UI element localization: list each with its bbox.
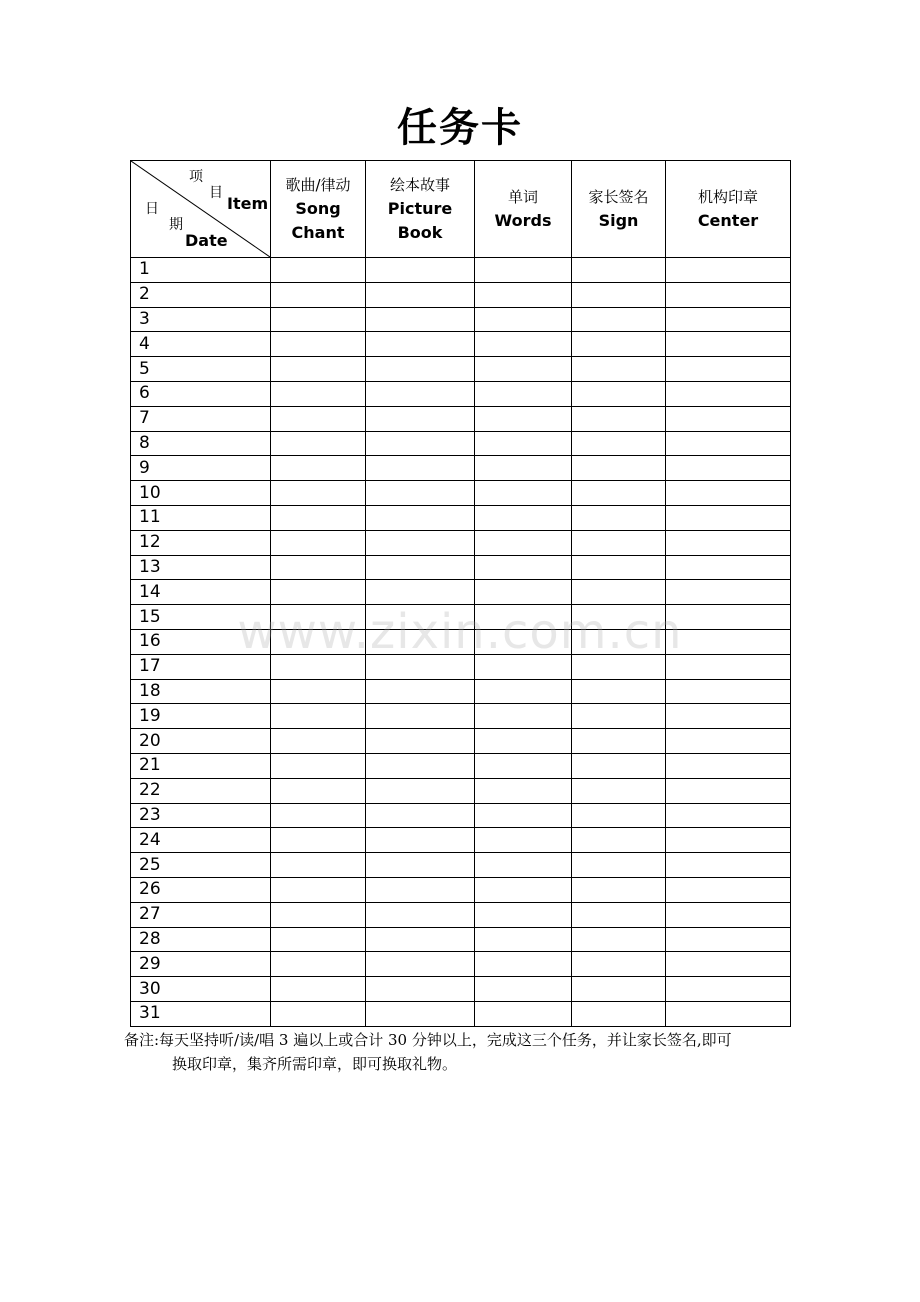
entry-cell[interactable] xyxy=(572,927,666,952)
entry-cell[interactable] xyxy=(366,877,475,902)
column-header-en: Sign xyxy=(598,211,639,230)
entry-cell[interactable] xyxy=(475,927,572,952)
day-number-cell: 17 xyxy=(131,654,271,679)
table-row xyxy=(131,778,791,803)
entry-cell[interactable] xyxy=(366,704,475,729)
entry-cell[interactable] xyxy=(475,282,572,307)
entry-cell[interactable] xyxy=(475,828,572,853)
date-cn-label-2: 期 xyxy=(169,217,183,233)
day-number-cell: 16 xyxy=(131,629,271,654)
entry-cell[interactable] xyxy=(475,431,572,456)
item-cn-label-2: 目 xyxy=(209,185,223,201)
entry-cell[interactable] xyxy=(572,753,666,778)
entry-cell[interactable] xyxy=(666,753,791,778)
table-row xyxy=(131,530,791,555)
day-number-cell: 7 xyxy=(131,406,271,431)
day-number-cell: 1 xyxy=(131,258,271,283)
day-number-cell: 20 xyxy=(131,729,271,754)
entry-cell[interactable] xyxy=(271,927,366,952)
entry-cell[interactable] xyxy=(366,803,475,828)
entry-cell[interactable] xyxy=(572,530,666,555)
table-row xyxy=(131,828,791,853)
entry-cell[interactable] xyxy=(572,654,666,679)
entry-cell[interactable] xyxy=(366,952,475,977)
entry-cell[interactable] xyxy=(475,605,572,630)
date-cn-label: 日 xyxy=(145,201,159,217)
entry-cell[interactable] xyxy=(666,456,791,481)
task-card-table xyxy=(130,160,791,1027)
table-row xyxy=(131,679,791,704)
entry-cell[interactable] xyxy=(666,332,791,357)
entry-cell[interactable] xyxy=(666,1001,791,1026)
entry-cell[interactable] xyxy=(271,679,366,704)
table-row xyxy=(131,927,791,952)
entry-cell[interactable] xyxy=(366,381,475,406)
table-row xyxy=(131,555,791,580)
column-header-en: Song xyxy=(295,199,341,218)
day-number-cell: 24 xyxy=(131,828,271,853)
entry-cell[interactable] xyxy=(666,654,791,679)
day-number-cell: 23 xyxy=(131,803,271,828)
entry-cell[interactable] xyxy=(475,381,572,406)
column-header-cn: 绘本故事 xyxy=(389,176,450,194)
entry-cell[interactable] xyxy=(572,505,666,530)
day-number-cell: 31 xyxy=(131,1001,271,1026)
entry-cell[interactable] xyxy=(666,481,791,506)
table-row xyxy=(131,406,791,431)
entry-cell[interactable] xyxy=(271,307,366,332)
entry-cell[interactable] xyxy=(572,605,666,630)
column-header-en: Book xyxy=(397,223,443,242)
entry-cell[interactable] xyxy=(572,828,666,853)
header-row xyxy=(131,161,791,258)
table-row xyxy=(131,580,791,605)
entry-cell[interactable] xyxy=(572,307,666,332)
column-header-picture-book xyxy=(366,161,475,258)
entry-cell[interactable] xyxy=(666,828,791,853)
entry-cell[interactable] xyxy=(572,902,666,927)
entry-cell[interactable] xyxy=(666,902,791,927)
table-row xyxy=(131,332,791,357)
entry-cell[interactable] xyxy=(366,555,475,580)
entry-cell[interactable] xyxy=(271,629,366,654)
entry-cell[interactable] xyxy=(271,952,366,977)
column-header-song xyxy=(271,161,366,258)
table-row xyxy=(131,357,791,382)
table-row xyxy=(131,977,791,1002)
entry-cell[interactable] xyxy=(475,406,572,431)
notes xyxy=(124,1028,824,1076)
entry-cell[interactable] xyxy=(572,481,666,506)
day-number-cell: 18 xyxy=(131,679,271,704)
entry-cell[interactable] xyxy=(572,431,666,456)
day-number-cell: 6 xyxy=(131,381,271,406)
date-en-label: Date xyxy=(185,231,228,250)
table-row xyxy=(131,729,791,754)
day-number-cell: 28 xyxy=(131,927,271,952)
entry-cell[interactable] xyxy=(366,629,475,654)
day-number-cell: 9 xyxy=(131,456,271,481)
entry-cell[interactable] xyxy=(572,555,666,580)
entry-cell[interactable] xyxy=(572,1001,666,1026)
watermark: www.zixin.com.cn xyxy=(237,604,683,660)
entry-cell[interactable] xyxy=(666,927,791,952)
column-header-cn: 歌曲/律动 xyxy=(285,176,351,194)
entry-cell[interactable] xyxy=(666,629,791,654)
table-row xyxy=(131,505,791,530)
item-en-label: Item xyxy=(227,194,269,213)
day-number-cell: 2 xyxy=(131,282,271,307)
entry-cell[interactable] xyxy=(271,580,366,605)
entry-cell[interactable] xyxy=(666,258,791,283)
entry-cell[interactable] xyxy=(366,927,475,952)
table-row xyxy=(131,853,791,878)
entry-cell[interactable] xyxy=(271,282,366,307)
entry-cell[interactable] xyxy=(572,580,666,605)
entry-cell[interactable] xyxy=(666,580,791,605)
entry-cell[interactable] xyxy=(271,729,366,754)
day-number-cell: 25 xyxy=(131,853,271,878)
entry-cell[interactable] xyxy=(366,654,475,679)
entry-cell[interactable] xyxy=(475,877,572,902)
table-row xyxy=(131,381,791,406)
entry-cell[interactable] xyxy=(475,654,572,679)
entry-cell[interactable] xyxy=(475,1001,572,1026)
page-title: 任务卡 xyxy=(397,105,523,151)
entry-cell[interactable] xyxy=(666,555,791,580)
entry-cell[interactable] xyxy=(366,505,475,530)
entry-cell[interactable] xyxy=(666,307,791,332)
entry-cell[interactable] xyxy=(572,456,666,481)
entry-cell[interactable] xyxy=(666,679,791,704)
entry-cell[interactable] xyxy=(572,381,666,406)
entry-cell[interactable] xyxy=(475,977,572,1002)
day-number-cell: 8 xyxy=(131,431,271,456)
table-row xyxy=(131,258,791,283)
entry-cell[interactable] xyxy=(475,332,572,357)
entry-cell[interactable] xyxy=(271,828,366,853)
entry-cell[interactable] xyxy=(572,803,666,828)
entry-cell[interactable] xyxy=(572,729,666,754)
entry-cell[interactable] xyxy=(666,530,791,555)
entry-cell[interactable] xyxy=(366,307,475,332)
column-header-center xyxy=(666,161,791,258)
day-number-cell: 13 xyxy=(131,555,271,580)
entry-cell[interactable] xyxy=(475,258,572,283)
entry-cell[interactable] xyxy=(271,456,366,481)
entry-cell[interactable] xyxy=(271,902,366,927)
entry-cell[interactable] xyxy=(666,282,791,307)
entry-cell[interactable] xyxy=(366,258,475,283)
entry-cell[interactable] xyxy=(572,406,666,431)
entry-cell[interactable] xyxy=(366,977,475,1002)
column-header-en: Chant xyxy=(291,223,345,242)
entry-cell[interactable] xyxy=(666,853,791,878)
entry-cell[interactable] xyxy=(366,753,475,778)
entry-cell[interactable] xyxy=(572,877,666,902)
entry-cell[interactable] xyxy=(475,679,572,704)
column-header-en: Words xyxy=(494,211,552,230)
entry-cell[interactable] xyxy=(475,357,572,382)
table-row xyxy=(131,704,791,729)
table-row xyxy=(131,456,791,481)
table-row xyxy=(131,431,791,456)
day-number-cell: 5 xyxy=(131,357,271,382)
entry-cell[interactable] xyxy=(666,406,791,431)
entry-cell[interactable] xyxy=(475,629,572,654)
entry-cell[interactable] xyxy=(271,803,366,828)
day-number-cell: 21 xyxy=(131,753,271,778)
entry-cell[interactable] xyxy=(366,828,475,853)
day-number-cell: 29 xyxy=(131,952,271,977)
entry-cell[interactable] xyxy=(271,654,366,679)
entry-cell[interactable] xyxy=(666,605,791,630)
entry-cell[interactable] xyxy=(271,605,366,630)
entry-cell[interactable] xyxy=(271,977,366,1002)
entry-cell[interactable] xyxy=(475,952,572,977)
entry-cell[interactable] xyxy=(366,605,475,630)
day-number-cell: 10 xyxy=(131,481,271,506)
entry-cell[interactable] xyxy=(366,406,475,431)
entry-cell[interactable] xyxy=(572,332,666,357)
table-row xyxy=(131,902,791,927)
entry-cell[interactable] xyxy=(271,753,366,778)
entry-cell[interactable] xyxy=(271,406,366,431)
entry-cell[interactable] xyxy=(572,258,666,283)
entry-cell[interactable] xyxy=(366,282,475,307)
entry-cell[interactable] xyxy=(475,456,572,481)
table-row xyxy=(131,282,791,307)
entry-cell[interactable] xyxy=(475,704,572,729)
entry-cell[interactable] xyxy=(366,729,475,754)
entry-cell[interactable] xyxy=(271,1001,366,1026)
entry-cell[interactable] xyxy=(271,481,366,506)
entry-cell[interactable] xyxy=(572,357,666,382)
entry-cell[interactable] xyxy=(475,803,572,828)
entry-cell[interactable] xyxy=(366,778,475,803)
column-header-words xyxy=(475,161,572,258)
entry-cell[interactable] xyxy=(572,679,666,704)
day-number-cell: 3 xyxy=(131,307,271,332)
entry-cell[interactable] xyxy=(475,853,572,878)
column-header-en: Picture xyxy=(387,199,453,218)
entry-cell[interactable] xyxy=(475,530,572,555)
entry-cell[interactable] xyxy=(271,555,366,580)
entry-cell[interactable] xyxy=(366,456,475,481)
entry-cell[interactable] xyxy=(366,357,475,382)
entry-cell[interactable] xyxy=(271,381,366,406)
column-header-en: Center xyxy=(697,211,759,230)
entry-cell[interactable] xyxy=(475,729,572,754)
column-header-cn: 机构印章 xyxy=(697,188,758,206)
entry-cell[interactable] xyxy=(666,704,791,729)
diagonal-header-cell xyxy=(131,161,271,258)
day-number-cell: 11 xyxy=(131,505,271,530)
day-rows xyxy=(131,258,791,1027)
day-number-cell: 4 xyxy=(131,332,271,357)
table-row xyxy=(131,629,791,654)
entry-cell[interactable] xyxy=(366,853,475,878)
entry-cell[interactable] xyxy=(572,778,666,803)
table-row xyxy=(131,605,791,630)
table-row xyxy=(131,877,791,902)
day-number-cell: 15 xyxy=(131,605,271,630)
entry-cell[interactable] xyxy=(572,629,666,654)
entry-cell[interactable] xyxy=(366,481,475,506)
entry-cell[interactable] xyxy=(271,505,366,530)
day-number-cell: 12 xyxy=(131,530,271,555)
day-number-cell: 26 xyxy=(131,877,271,902)
entry-cell[interactable] xyxy=(475,753,572,778)
entry-cell[interactable] xyxy=(271,704,366,729)
entry-cell[interactable] xyxy=(271,258,366,283)
entry-cell[interactable] xyxy=(666,977,791,1002)
entry-cell[interactable] xyxy=(366,679,475,704)
day-number-cell: 19 xyxy=(131,704,271,729)
entry-cell[interactable] xyxy=(475,555,572,580)
entry-cell[interactable] xyxy=(572,282,666,307)
entry-cell[interactable] xyxy=(475,481,572,506)
day-number-cell: 27 xyxy=(131,902,271,927)
entry-cell[interactable] xyxy=(666,381,791,406)
entry-cell[interactable] xyxy=(271,530,366,555)
table-row xyxy=(131,753,791,778)
day-number-cell: 30 xyxy=(131,977,271,1002)
entry-cell[interactable] xyxy=(572,952,666,977)
column-header-sign xyxy=(572,161,666,258)
entry-cell[interactable] xyxy=(666,357,791,382)
entry-cell[interactable] xyxy=(366,431,475,456)
table-row xyxy=(131,481,791,506)
entry-cell[interactable] xyxy=(666,729,791,754)
entry-cell[interactable] xyxy=(366,580,475,605)
entry-cell[interactable] xyxy=(666,952,791,977)
entry-cell[interactable] xyxy=(366,332,475,357)
entry-cell[interactable] xyxy=(475,307,572,332)
entry-cell[interactable] xyxy=(271,357,366,382)
day-number-cell: 14 xyxy=(131,580,271,605)
day-number-cell: 22 xyxy=(131,778,271,803)
entry-cell[interactable] xyxy=(366,1001,475,1026)
entry-cell[interactable] xyxy=(666,803,791,828)
entry-cell[interactable] xyxy=(475,505,572,530)
column-header-cn: 家长签名 xyxy=(588,188,649,206)
entry-cell[interactable] xyxy=(271,431,366,456)
entry-cell[interactable] xyxy=(271,778,366,803)
table-row xyxy=(131,654,791,679)
table-row xyxy=(131,307,791,332)
entry-cell[interactable] xyxy=(271,853,366,878)
entry-cell[interactable] xyxy=(366,902,475,927)
entry-cell[interactable] xyxy=(366,530,475,555)
entry-cell[interactable] xyxy=(572,704,666,729)
entry-cell[interactable] xyxy=(666,431,791,456)
notes-line-2: 换取印章，集齐所需印章，即可换取礼物。 xyxy=(172,1055,458,1073)
entry-cell[interactable] xyxy=(666,778,791,803)
table-row xyxy=(131,1001,791,1026)
entry-cell[interactable] xyxy=(271,877,366,902)
entry-cell[interactable] xyxy=(572,977,666,1002)
table-row xyxy=(131,803,791,828)
item-cn-label: 项 xyxy=(189,169,203,185)
entry-cell[interactable] xyxy=(475,580,572,605)
column-header-cn: 单词 xyxy=(507,188,538,206)
entry-cell[interactable] xyxy=(666,877,791,902)
entry-cell[interactable] xyxy=(271,332,366,357)
entry-cell[interactable] xyxy=(666,505,791,530)
entry-cell[interactable] xyxy=(475,778,572,803)
notes-line-1: 备注:每天坚持听/读/唱 3 遍以上或合计 30 分钟以上，完成这三个任务，并让家长签名,即可 xyxy=(124,1031,732,1049)
table-row xyxy=(131,952,791,977)
entry-cell[interactable] xyxy=(475,902,572,927)
entry-cell[interactable] xyxy=(572,853,666,878)
